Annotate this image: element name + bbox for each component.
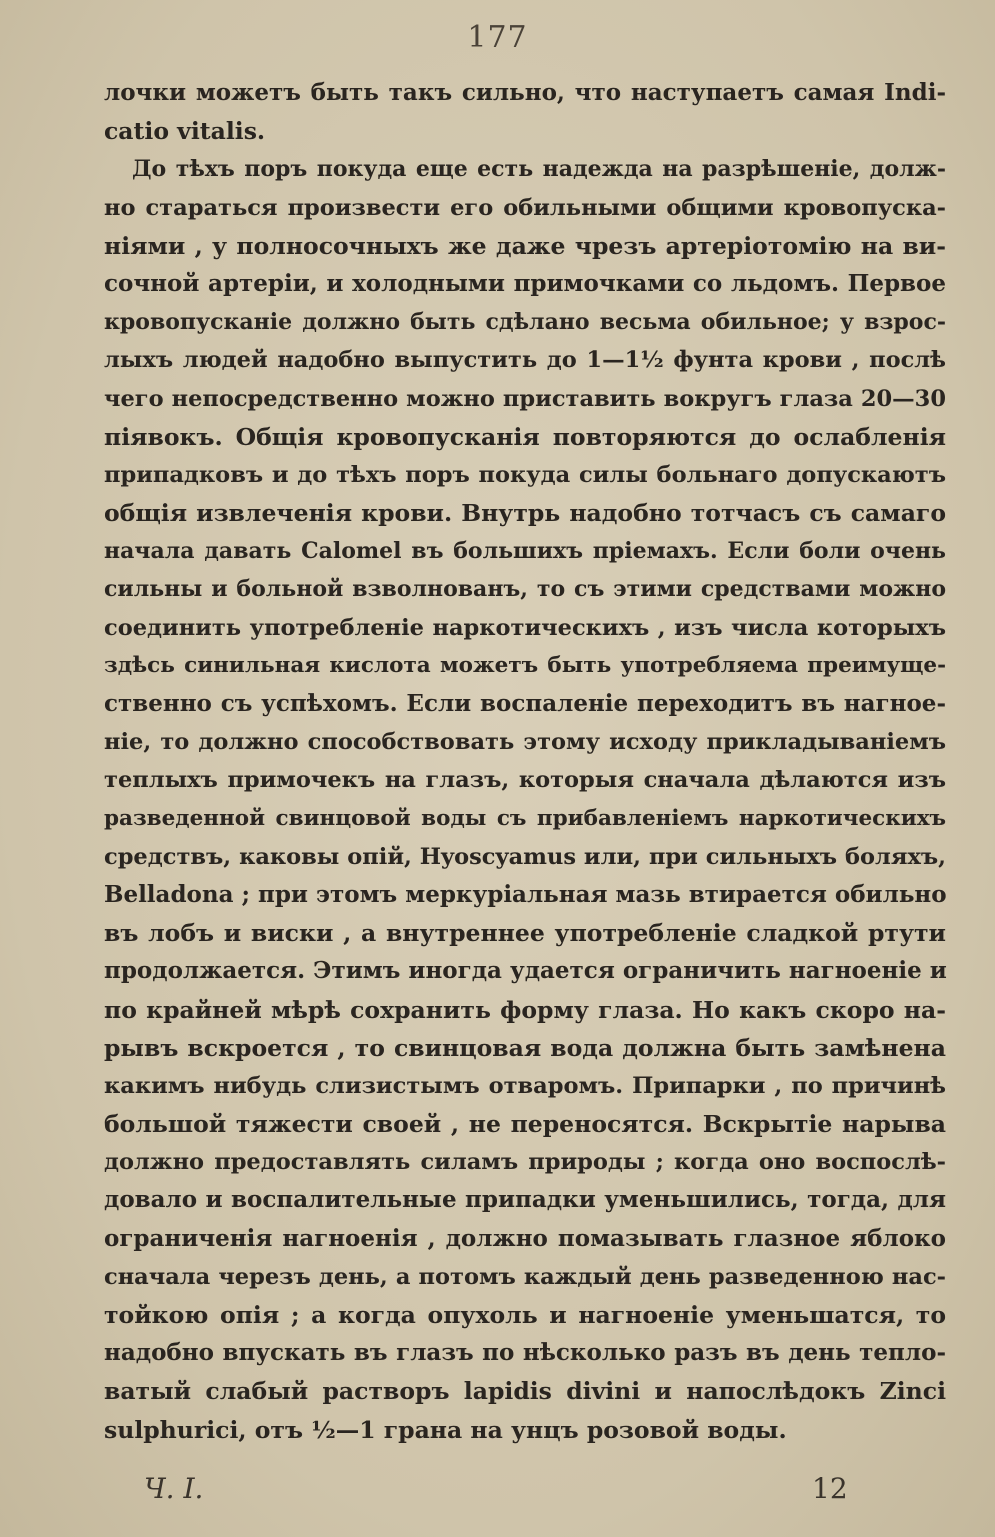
sheet-number: 12 xyxy=(812,1472,848,1505)
page-number: 177 xyxy=(467,20,528,55)
text-line: sulphurici, отъ ½—1 грана на унцъ розовой воды. xyxy=(104,1415,787,1444)
text-line: лыхъ людей надобно выпустить до 1—1½ фунта крови , послѣ xyxy=(104,347,946,374)
text-line: продолжается. Этимъ иногда удается ограничить нагноеніе и xyxy=(104,957,947,985)
text-line: кровопусканіе должно быть сдѣлано весьма обильное; у взрос- xyxy=(104,309,946,336)
text-line: піявокъ. Общія кровопусканія повторяются до ослабленія xyxy=(104,422,946,451)
text-line: но стараться произвести его обильными общими кровопуска- xyxy=(104,194,946,221)
text-line: рывъ вскроется , то свинцовая вода должна быть замѣнена xyxy=(104,1033,946,1062)
text-line: catio vitalis. xyxy=(104,117,266,146)
text-line: ніе, то должно способствовать этому исходу прикладываніемъ xyxy=(104,729,946,756)
text-line: здѣсь синильная кислота можетъ быть употребляема преимуще- xyxy=(104,652,946,678)
text-line: по крайней мѣрѣ сохранить форму глаза. Но какъ скоро на- xyxy=(104,995,946,1024)
text-line: До тѣхъ поръ покуда еще есть надежда на разрѣшеніе, долж- xyxy=(132,156,946,183)
signature-mark: Ч. I. xyxy=(144,1472,204,1505)
text-line: ніями , у полносочныхъ же даже чрезъ артеріотомію на ви- xyxy=(104,231,946,260)
text-line: большой тяжести своей , не переносятся. Вскрытіе нарыва xyxy=(104,1110,946,1139)
text-line: начала давать Calomel въ большихъ пріемахъ. Если боли очень xyxy=(104,538,946,565)
text-line: какимъ нибудь слизистымъ отваромъ. Припарки , по причинѣ xyxy=(104,1072,946,1099)
body-text xyxy=(104,74,946,1449)
text-line: должно предоставлять силамъ природы ; когда оно воспослѣ- xyxy=(104,1149,946,1176)
text-line: сочной артеріи, и холодными примочками со льдомъ. Первое xyxy=(104,269,946,297)
text-line: ограниченія нагноенія , должно помазывать глазное яблоко xyxy=(104,1224,946,1252)
text-line: довало и воспалительные припадки уменьшились, тогда, для xyxy=(104,1186,946,1214)
text-line: лочки можетъ быть такъ сильно, что наступаетъ самая Indi- xyxy=(104,79,946,106)
text-line: надобно впускать въ глазъ по нѣсколько разъ въ день тепло- xyxy=(104,1339,946,1367)
text-line: теплыхъ примочекъ на глазъ, которыя сначала дѣлаются изъ xyxy=(104,767,946,794)
text-line: припадковъ и до тѣхъ поръ покуда силы больнаго допускаютъ xyxy=(104,461,946,488)
text-line: общія извлеченія крови. Внутрь надобно тотчасъ съ самаго xyxy=(104,499,946,528)
text-line: въ лобъ и виски , а внутреннее употребленіе сладкой ртути xyxy=(104,919,946,948)
text-line: чего непосредственно можно приставить вокругъ глаза 20—30 xyxy=(104,385,946,412)
text-line: разведенной свинцовой воды съ прибавленіемъ наркотическихъ xyxy=(104,805,946,831)
text-line: сильны и больной взволнованъ, то съ этими средствами можно xyxy=(104,576,946,603)
text-line: соединить употребленіе наркотическихъ , изъ числа которыхъ xyxy=(104,614,946,641)
text-line: средствъ, каковы опій, Hyoscyamus или, при сильныхъ боляхъ, xyxy=(104,843,946,870)
text-line: сначала черезъ день, а потомъ каждый день разведенною нас- xyxy=(104,1263,946,1290)
text-line: Belladona ; при этомъ меркуріальная мазь втирается обильно xyxy=(104,880,947,908)
text-line: ственно съ успѣхомъ. Если воспаленіе переходитъ въ нагное- xyxy=(104,690,946,717)
text-line: тойкою опія ; а когда опухоль и нагноеніе уменьшатся, то xyxy=(104,1301,946,1329)
text-line: ватый слабый растворъ lapidis divini и напослѣдокъ Zinci xyxy=(104,1377,946,1406)
